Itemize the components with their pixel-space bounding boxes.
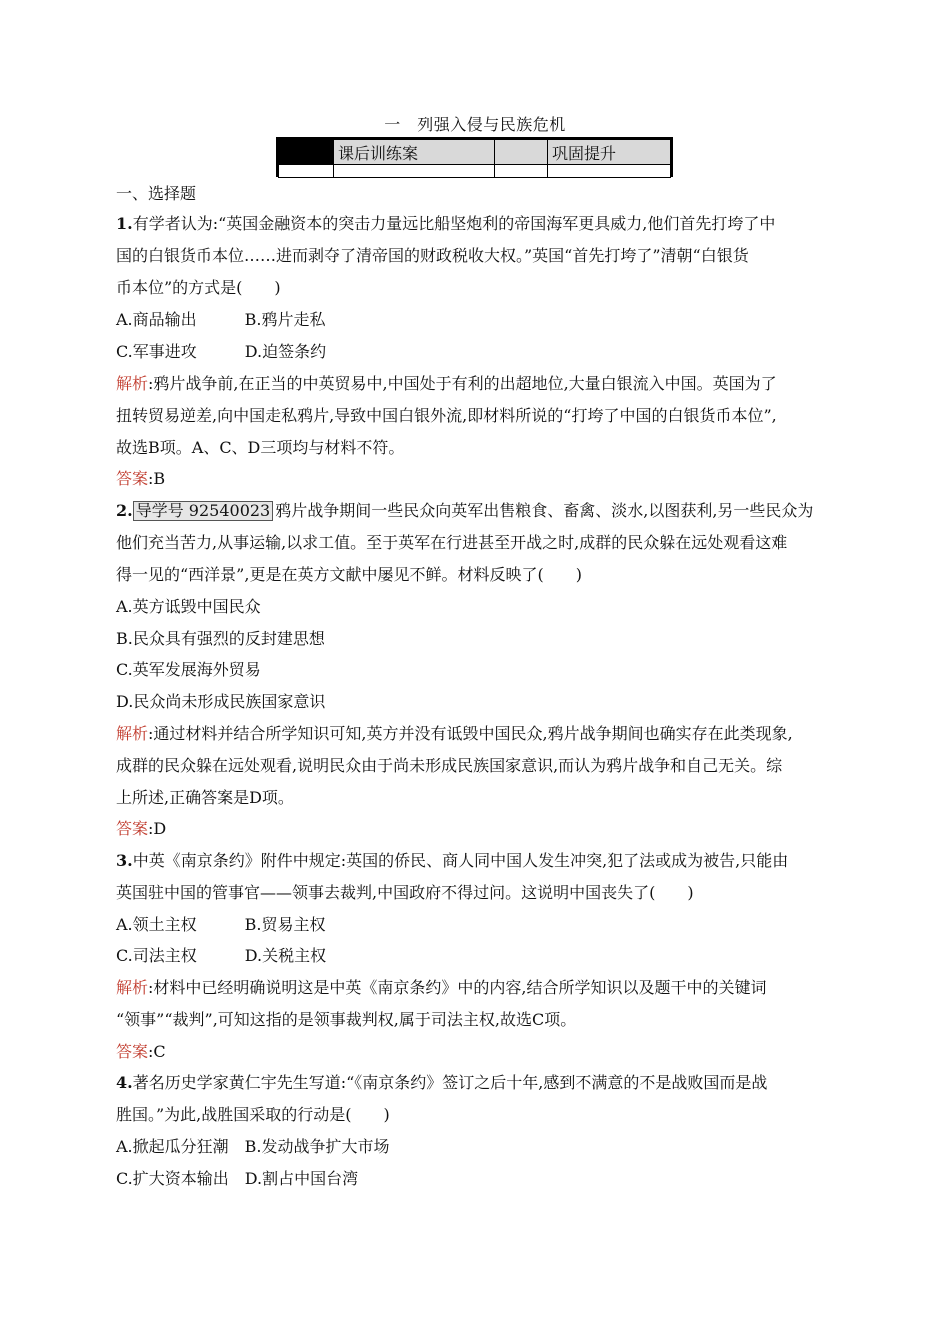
question-2-line [116,501,836,521]
answer-line [116,469,836,489]
analysis-text: 扭转贸易逆差,向中国走私鸦片,导致中国白银外流,即材料所说的“打垮了中国的白银货币本位”, [116,406,777,425]
option-row: C.司法主权 D.关税主权 [116,946,327,965]
option-c: C.英军发展海外贸易 [116,660,261,679]
answer-text: :C [148,1042,166,1061]
option-row: C.军事进攻 D.迫签条约 [116,342,327,361]
banner-spacer-cell [495,140,548,165]
analysis-text: :鸦片战争前,在正当的中英贸易中,中国处于有利的出超地位,大量白银流入中国。英国为了 [148,374,777,393]
analysis-label: 解析 [116,374,149,393]
banner-dark-cell [279,140,334,165]
question-4-line [116,1073,836,1093]
option-b: B.民众具有强烈的反封建思想 [116,629,325,648]
answer-text: :D [148,819,167,838]
question-text: 中英《南京条约》附件中规定:英国的侨民、商人同中国人发生冲突,犯了法或成为被告,只能由 [132,851,789,870]
answer-label: 答案 [116,469,149,488]
question-text: 有学者认为:“英国金融资本的突击力量远比船坚炮利的帝国海军更具威力,他们首先打垮了中 [132,214,776,233]
question-text: 得一见的“西洋景”,更是在英方文献中屡见不鲜。材料反映了( ) [116,565,582,584]
answer-text: :B [148,469,166,488]
analysis-text: :通过材料并结合所学知识可知,英方并没有诋毁中国民众,鸦片战争期间也确实存在此类现象, [148,724,793,743]
option-row: A.掀起瓜分狂潮 B.发动战争扩大市场 [116,1137,390,1156]
question-text: 著名历史学家黄仁宇先生写道:“《南京条约》签订之后十年,感到不满意的不是战败国而是战 [132,1073,768,1092]
question-number: 4. [116,1073,133,1092]
guide-code-box: 导学号 92540023 [133,501,274,521]
analysis-label: 解析 [116,724,149,743]
answer-label: 答案 [116,1042,149,1061]
option-a: A.英方诋毁中国民众 [116,597,261,616]
question-number: 2. [116,501,133,520]
analysis-line [116,374,836,394]
banner-cell [495,165,548,178]
answer-label: 答案 [116,819,149,838]
banner-label-practice: 课后训练案 [334,140,495,165]
option-row: A.领土主权 B.贸易主权 [116,915,326,934]
banner-cell [548,165,671,178]
option-row: A.商品输出 B.鸦片走私 [116,310,326,329]
analysis-text: 故选B项。A、C、D三项均与材料不符。 [116,438,405,457]
banner-cell [279,165,334,178]
analysis-text: :材料中已经明确说明这是中英《南京条约》中的内容,结合所学知识以及题干中的关键词 [148,978,767,997]
question-number: 3. [116,851,133,870]
question-text: 币本位”的方式是( ) [116,278,281,297]
question-text: 国的白银货币本位……进而剥夺了清帝国的财政税收大权。”英国“首先打垮了”清朝“白银货 [116,246,749,265]
banner-label-consolidate: 巩固提升 [548,140,671,165]
analysis-text: 上所述,正确答案是D项。 [116,788,294,807]
section-banner [276,137,673,177]
answer-line [116,819,836,839]
question-1-line [116,214,836,234]
answer-line [116,1042,836,1062]
option-d: D.民众尚未形成民族国家意识 [116,692,326,711]
banner-cell [334,165,495,178]
analysis-text: 成群的民众躲在远处观看,说明民众由于尚未形成民族国家意识,而认为鸦片战争和自己无关。综 [116,756,783,775]
analysis-line [116,978,836,998]
question-text: 鸦片战争期间一些民众向英军出售粮食、畜禽、淡水,以图获利,另一些民众为 [275,501,814,520]
question-text: 他们充当苦力,从事运输,以求工值。至于英军在行进甚至开战之时,成群的民众躲在远处观看这难 [116,533,788,552]
section-heading: 一、选择题 [116,184,197,203]
question-text: 英国驻中国的管事官——领事去裁判,中国政府不得过问。这说明中国丧失了( ) [116,883,694,902]
question-3-line [116,851,836,871]
analysis-line [116,724,836,744]
analysis-label: 解析 [116,978,149,997]
question-number: 1. [116,214,133,233]
analysis-text: “领事”“裁判”,可知这指的是领事裁判权,属于司法主权,故选C项。 [116,1010,577,1029]
page-title: 一 列强入侵与民族危机 [384,115,566,134]
option-row: C.扩大资本输出 D.割占中国台湾 [116,1169,359,1188]
question-text: 胜国。”为此,战胜国采取的行动是( ) [116,1105,390,1124]
